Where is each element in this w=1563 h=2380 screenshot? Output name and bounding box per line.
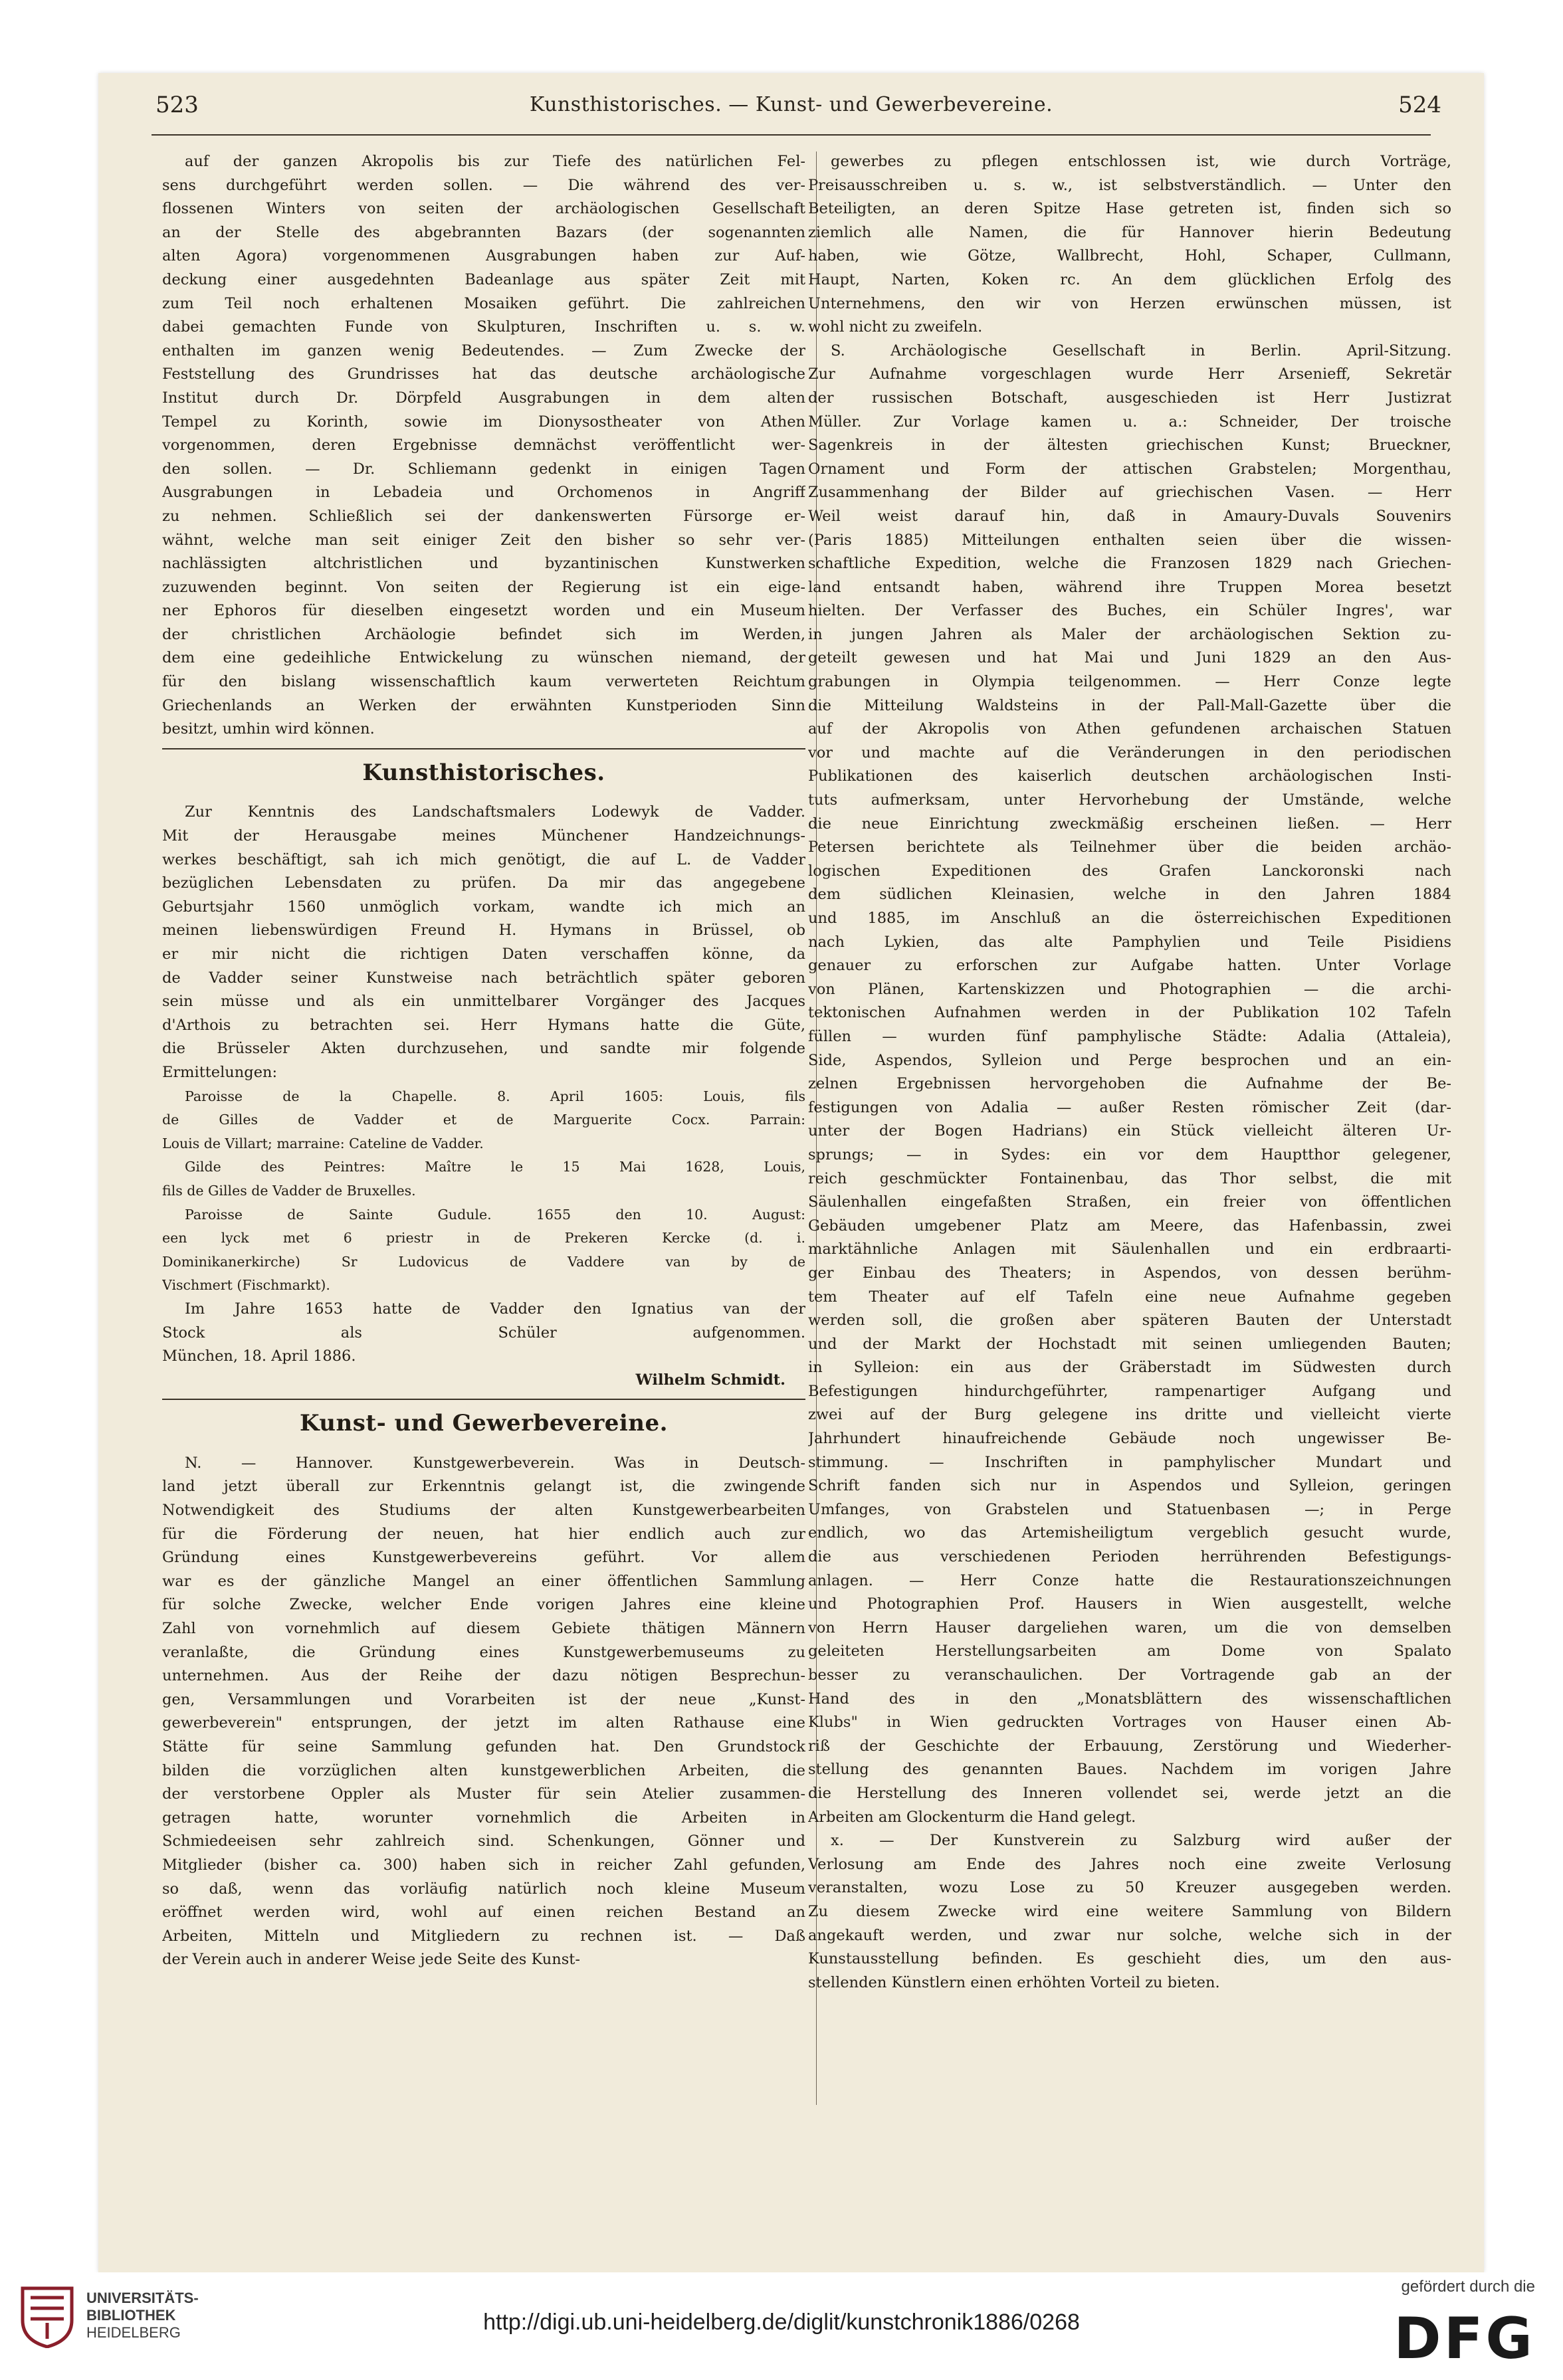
text-line: Zusammenhang der Bilder auf griechischen Vasen. — Herr	[808, 484, 1451, 502]
text-line: stimmung. — Inschriften in pamphylischer Mundart und	[808, 1453, 1451, 1471]
text-line: Side, Aspendos, Sylleion und Perge besprochen und an ein-	[808, 1051, 1451, 1069]
text-line: ziemlich alle Namen, die für Hannover hierin Bedeutung	[808, 223, 1451, 241]
text-line: auf der ganzen Akropolis bis zur Tiefe des natürlichen Fel-	[185, 153, 805, 170]
text-line: zum Teil noch erhaltenen Mosaiken geführt. Die zahlreichen	[162, 294, 805, 312]
page-number-right: 524	[1398, 92, 1441, 118]
right-column	[808, 150, 1451, 2130]
text-line: hielten. Der Verfasser des Buches, ein Schüler Ingres', war	[808, 602, 1451, 620]
text-line: von Herrn Hauser dargeliehen waren, um die von demselben	[808, 1619, 1451, 1636]
text-line: de Vadder seiner Kunstweise nach beträchtlich später geboren	[162, 969, 805, 987]
text-line: Schmiedeeisen sehr zahlreich sind. Schenkungen, Gönner und	[162, 1833, 805, 1850]
text-line: Müller. Zur Vorlage kamen u. a.: Schneider, Der troische	[808, 413, 1451, 431]
text-line: Klubs" in Wien gedruckten Vortrages von Hauser einen Ab-	[808, 1714, 1451, 1732]
text-line: eröffnet werden wird, wohl auf einen reichen Bestand an	[162, 1904, 805, 1922]
text-line: füllen — wurden fünf pamphylische Städte: Adalia (Attaleia),	[808, 1027, 1451, 1045]
text-line: anlagen. — Herr Conze hatte die Restaurationszeichnungen	[808, 1571, 1451, 1589]
text-line: dem eine gedeihliche Entwickelung zu wünschen niemand, der	[162, 649, 805, 667]
vadder-closing	[162, 1298, 805, 1369]
text-line: tektonischen Aufnahmen werden in der Publikation 102 Tafeln	[808, 1004, 1451, 1022]
section-rule	[162, 748, 805, 749]
text-line: Weil weist darauf hin, daß in Amaury-Duvals Souvenirs	[808, 507, 1451, 525]
text-line: Arbeiten am Glockenturm die Hand gelegt.	[808, 1808, 1136, 1826]
text-line: genauer zu erforschen zur Aufgabe hatten. Unter Vorlage	[808, 957, 1451, 975]
text-line: Verlosung am Ende des Jahres noch eine zweite Verlosung	[808, 1855, 1451, 1873]
text-line: endlich, wo das Artemisheiligtum vergeblich gesucht wurde,	[808, 1524, 1451, 1542]
text-line: er mir nicht die richtigen Daten verschaffen könne, da	[162, 945, 805, 963]
dfg-sponsor[interactable]	[1336, 2278, 1535, 2377]
text-line: besitzt, umhin wird können.	[162, 720, 375, 738]
text-line: von Plänen, Kartenskizzen und Photographien — die archi-	[808, 980, 1451, 998]
text-line: Zur Aufnahme vorgeschlagen wurde Herr Arsenieff, Sekretär	[808, 365, 1451, 383]
text-line: schaftliche Expedition, welche die Franzosen 1829 nach Griechen-	[808, 555, 1451, 573]
dfg-logo: DFG	[1394, 2306, 1535, 2372]
text-line: Umfanges, von Grabstelen und Statuenbasen —; in Perge	[808, 1500, 1451, 1518]
text-line: veranlaßte, die Gründung eines Kunstgewerbemuseums zu	[162, 1643, 805, 1661]
text-line: gewerbeverein" entsprungen, der jetzt im alten Rathause eine	[162, 1714, 805, 1732]
text-line: (Paris 1885) Mitteilungen enthalten seien über die wissen-	[808, 531, 1451, 549]
text-line: die Brüsseler Akten durchzusehen, und sandte mir folgende	[162, 1040, 805, 1058]
intro-paragraph	[162, 150, 805, 742]
text-line: den sollen. — Dr. Schliemann gedenkt in einigen Tagen	[162, 460, 805, 478]
text-line: die neue Einrichtung zweckmäßig erscheinen ließen. — Herr	[808, 815, 1451, 833]
text-line: Stock als Schüler aufgenommen.	[162, 1324, 805, 1341]
text-line: wohl nicht zu zweifeln.	[808, 318, 983, 336]
text-line: een lyck met 6 priestr in de Prekeren Kercke (d. i.	[162, 1230, 805, 1246]
text-line: so daß, wenn das vorläufig natürlich noch kleine Museum	[162, 1880, 805, 1898]
text-line: festigungen von Adalia — außer Resten römischer Zeit (dar-	[808, 1098, 1451, 1116]
text-line: logischen Expeditionen des Grafen Lanckoronski nach	[808, 862, 1451, 880]
text-line: flossenen Winters von seiten der archäologischen Gesellschaft	[162, 200, 805, 218]
text-line: und 1885, im Anschluß an die österreichischen Expeditionen	[808, 910, 1451, 927]
text-line: Publikationen des kaiserlich deutschen archäologischen Insti-	[808, 767, 1451, 785]
text-line: die Mitteilung Waldsteins in der Pall-Mall-Gazette über die	[808, 696, 1451, 714]
uni-name-line: BIBLIOTHEK	[86, 2307, 176, 2324]
text-line: Säulenhallen eingefaßten Straßen, ein freier von öffentlichen	[808, 1193, 1451, 1211]
text-line: alten Agora) vorgenommenen Ausgrabungen haben zur Auf-	[162, 247, 805, 265]
text-line: Petersen berichtete als Teilnehmer über die beiden archäo-	[808, 839, 1451, 856]
text-line: Louis de Villart; marraine: Cateline de Vadder.	[162, 1135, 484, 1151]
text-line: wähnt, welche man seit einiger Zeit den bisher so sehr ver-	[162, 531, 805, 549]
text-line: und Photographien Prof. Hausers in Wien ausgestellt, welche	[808, 1595, 1451, 1613]
text-line: angekauft werden, und zwar nur solche, welche sich in der	[808, 1926, 1451, 1944]
text-line: dem südlichen Kleinasien, welche in den Jahren 1884	[808, 886, 1451, 904]
text-line: Vischmert (Fischmarkt).	[162, 1277, 330, 1294]
text-line: Gründung eines Kunstgewerbevereins geführt. Vor allem	[162, 1549, 805, 1567]
text-line: bezüglichen Lebensdaten zu prüfen. Da mir das angegebene	[162, 874, 805, 892]
text-line: Ausgrabungen in Lebadeia und Orchomenos in Angriff	[162, 484, 805, 502]
text-line: sprungs; — in Sydes: ein vor dem Hauptthor gelegener,	[808, 1145, 1451, 1163]
text-line: dabei gemachten Funde von Skulpturen, Inschriften u. s. w.	[162, 318, 805, 336]
text-line: werkes beschäftigt, sah ich mich genötigt, die auf L. de Vadder	[162, 850, 805, 868]
text-line: Zur Kenntnis des Landschaftsmalers Lodewyk de Vadder.	[185, 803, 805, 821]
text-line: Mit der Herausgabe meines Münchener Handzeichnungs-	[162, 827, 805, 845]
text-line: der verstorbene Oppler als Muster für sein Atelier zusammen-	[162, 1785, 805, 1803]
text-line: d'Arthois zu betrachten sei. Herr Hymans hatte die Güte,	[162, 1016, 805, 1034]
text-line: grabungen in Olympia teilgenommen. — Herr Conze legte	[808, 673, 1451, 691]
text-line: und der Markt der Hochstadt mit seinen umliegenden Bauten;	[808, 1335, 1451, 1353]
berlin-article	[808, 340, 1451, 1829]
text-line: an der Stelle des abgebrannten Bazars (der sogenannten	[162, 223, 805, 241]
text-line: Geburtsjahr 1560 unmöglich vorkam, wandte ich mich an	[162, 898, 805, 916]
text-line: die aus verschiedenen Perioden herrührenden Befestigungs-	[808, 1548, 1451, 1566]
text-line: der christlichen Archäologie befindet sich im Werden,	[162, 625, 805, 643]
text-line: ger Einbau des Theaters; in Aspendos, von dessen berühm-	[808, 1264, 1451, 1282]
text-line: enthalten im ganzen wenig Bedeutendes. — Zum Zwecke der	[162, 342, 805, 359]
uni-name-line: UNIVERSITÄTS-	[86, 2290, 199, 2306]
text-line: für den bislang wissenschaftlich kaum verwerteten Reichtum	[162, 673, 805, 691]
text-line: Ermittelungen:	[162, 1063, 278, 1081]
text-line: getragen hatte, worunter vornehmlich die Arbeiten in	[162, 1809, 805, 1827]
text-line: S. Archäologische Gesellschaft in Berlin. April-Sitzung.	[831, 342, 1451, 359]
text-line: Stätte für seine Sammlung gefunden hat. Den Grundstock	[162, 1738, 805, 1755]
text-line: vor und machte auf die Veränderungen in den periodischen	[808, 744, 1451, 761]
text-line: gewerbes zu pflegen entschlossen ist, wie durch Vorträge,	[831, 153, 1451, 170]
text-line: land jetzt überall zur Erkenntnis gelangt ist, die zwingende	[162, 1478, 805, 1496]
text-line: der Verein auch in anderer Weise jede Seite des Kunst-	[162, 1951, 580, 1969]
left-column	[162, 150, 805, 2130]
section-title-vereine: Kunst- und Gewerbevereine.	[299, 1410, 668, 1437]
text-line: tuts aufmerksam, unter Hervorhebung der Umstände, welche	[808, 791, 1451, 809]
text-line: nach Lykien, das alte Pamphylien und Teile Pisidiens	[808, 933, 1451, 951]
page-header	[98, 73, 1484, 153]
text-line: haben, wie Götze, Wallbrecht, Hohl, Schaper, Cullmann,	[808, 247, 1451, 265]
text-line: in jungen Jahren als Maler der archäologischen Sektion zu-	[808, 625, 1451, 643]
header-rule	[152, 134, 1431, 136]
text-line: Schrift fanden sich nur in Aspendos und Sylleion, geringen	[808, 1477, 1451, 1495]
quote-gudule	[162, 1203, 805, 1298]
scanned-page	[98, 73, 1484, 2272]
text-line: Feststellung des Grundrisses hat das deutsche archäologische	[162, 365, 805, 383]
text-line: für die Förderung der neuen, hat hier endlich auch zur	[162, 1525, 805, 1543]
text-line: gen, Versammlungen und Vorarbeiten ist der neue „Kunst-	[162, 1690, 805, 1708]
text-line: nachlässigten altchristlichen und byzantinischen Kunstwerken	[162, 555, 805, 573]
text-line: geleiteten Herstellungsarbeiten am Dome von Spalato	[808, 1642, 1451, 1660]
text-line: Kunstausstellung befinden. Es geschieht dies, um den aus-	[808, 1950, 1451, 1968]
text-line: Ornament und Form der attischen Grabstelen; Morgenthau,	[808, 460, 1451, 478]
text-line: besser zu veranschaulichen. Der Vortragende gab an der	[808, 1666, 1451, 1684]
text-line: Gebäuden umgebener Platz am Meere, das Hafenbassin, zwei	[808, 1217, 1451, 1235]
permalink-url[interactable]: http://digi.ub.uni-heidelberg.de/diglit/kunstchronik1886/0268	[483, 2310, 1080, 2335]
text-line: tem Theater auf elf Tafeln eine neue Aufnahme gegeben	[808, 1288, 1451, 1306]
text-line: Institut durch Dr. Dörpfeld Ausgrabungen in dem alten	[162, 389, 805, 407]
text-line: zwei auf der Burg gelegene ins dritte und vielleicht vierte	[808, 1406, 1451, 1424]
text-line: stellenden Künstlern einen erhöhten Vorteil zu bieten.	[808, 1973, 1220, 1991]
signature: Wilhelm Schmidt.	[635, 1371, 785, 1389]
text-line: unter der Bogen Hadrians) ein Stück vielleicht älteren Ur-	[808, 1122, 1451, 1140]
text-line: der russischen Botschaft, ausgeschieden ist Herr Justizrat	[808, 389, 1451, 407]
text-line: Mitglieder (bisher ca. 300) haben sich in reicher Zahl gefunden,	[162, 1856, 805, 1874]
sponsor-caption: gefördert durch die	[1401, 2278, 1535, 2296]
text-line: stellung des genannten Baues. Nachdem im vorigen Jahre	[808, 1761, 1451, 1779]
text-line: für solche Zwecke, welcher Ende vorigen Jahres eine kleine	[162, 1596, 805, 1614]
text-line: in Sylleion: ein aus der Gräberstadt im Südwesten durch	[808, 1359, 1451, 1377]
text-line: Zahl von vornehmlich auf diesem Gebiete thätigen Männern	[162, 1620, 805, 1638]
quote-gilde	[162, 1155, 805, 1203]
text-line: fils de Gilles de Vadder de Bruxelles.	[162, 1182, 416, 1199]
text-line: Beteiligten, an deren Spitze Hase getreten ist, finden sich so	[808, 200, 1451, 218]
page-number-left: 523	[156, 92, 199, 118]
text-line: Hand des in den „Monatsblättern des wissenschaftlichen	[808, 1690, 1451, 1708]
hannover-continuation	[808, 150, 1451, 340]
text-line: Dominikanerkirche) Sr Ludovicus de Vaddere van by de	[162, 1253, 805, 1270]
text-line: zuzuwenden beginnt. Von seiten der Regierung ist ein eige-	[162, 578, 805, 596]
text-line: auf der Akropolis von Athen gefundenen archaischen Statuen	[808, 720, 1451, 738]
text-line: veranstalten, wozu Lose zu 50 Kreuzer ausgegeben werden.	[808, 1879, 1451, 1897]
text-line: zelnen Ergebnissen hervorgehoben die Aufnahme der Be-	[808, 1075, 1451, 1093]
text-line: geteilt gewesen und hat Mai und Juni 1829 an den Aus-	[808, 649, 1451, 667]
text-line: vorgenommen, deren Ergebnisse demnächst veröffentlicht wer-	[162, 437, 805, 454]
text-line: zu nehmen. Schließlich sei der dankenswerten Fürsorge er-	[162, 507, 805, 525]
text-line: München, 18. April 1886.	[162, 1347, 356, 1365]
text-line: unternehmen. Aus der Reihe der dazu nötigen Besprechun-	[162, 1667, 805, 1685]
text-line: Im Jahre 1653 hatte de Vadder den Ignatius van der	[185, 1300, 805, 1318]
section-title-kunsthistorisches: Kunsthistorisches.	[362, 759, 605, 786]
text-line: N. — Hannover. Kunstgewerbeverein. Was in Deutsch-	[185, 1454, 805, 1472]
text-line: bilden die vorzüglichen alten kunstgewerblichen Arbeiten, die	[162, 1761, 805, 1779]
text-line: Sagenkreis in der ältesten griechischen Kunst; Brueckner,	[808, 437, 1451, 454]
running-title: Kunsthistorisches. — Kunst- und Gewerbevereine.	[529, 93, 1053, 116]
text-line: marktähnliche Anlagen mit Säulenhallen und ein erdbraarti-	[808, 1240, 1451, 1258]
text-line: Paroisse de la Chapelle. 8. April 1605: Louis, fils	[185, 1088, 805, 1104]
text-line: Arbeiten, Mitteln und Mitgliedern zu rechnen ist. — Daß	[162, 1927, 805, 1945]
text-line: sens durchgeführt werden sollen. — Die während des ver-	[162, 176, 805, 194]
text-line: Paroisse de Sainte Gudule. 1655 den 10. August:	[185, 1206, 805, 1223]
vadder-article	[162, 801, 805, 1084]
text-line: Unternehmens, den wir von Herzen erwünschen müssen, ist	[808, 294, 1451, 312]
text-line: ner Ephoros für dieselben eingesetzt worden und ein Museum	[162, 602, 805, 620]
hannover-article	[162, 1452, 805, 1972]
footer-bar	[0, 2272, 1563, 2380]
text-line: x. — Der Kunstverein zu Salzburg wird außer der	[831, 1832, 1451, 1850]
text-line: meinen liebenswürdigen Freund H. Hymans in Brüssel, ob	[162, 922, 805, 940]
text-line: Haupt, Narten, Koken rc. An dem glücklichen Erfolg des	[808, 270, 1451, 288]
salzburg-article	[808, 1829, 1451, 1995]
text-line: land entsandt haben, während ihre Truppen Morea besetzt	[808, 578, 1451, 596]
text-line: Tempel zu Korinth, sowie im Dionysostheater von Athen	[162, 413, 805, 431]
text-line: Befestigungen hindurchgeführter, rampenartiger Aufgang und	[808, 1382, 1451, 1400]
text-line: deckung einer ausgedehnten Badeanlage aus später Zeit mit	[162, 270, 805, 288]
text-line: riß der Geschichte der Erbauung, Zerstörung und Wiederher-	[808, 1737, 1451, 1755]
text-line: die Herstellung des Inneren vollendet sei, werde jetzt an die	[808, 1784, 1451, 1802]
text-line: Preisausschreiben u. s. w., ist selbstverständlich. — Unter den	[808, 176, 1451, 194]
quote-chapelle	[162, 1085, 805, 1156]
text-line: reich geschmückter Fontainenbau, das Thor selbst, die mit	[808, 1169, 1451, 1187]
text-line: de Gilles de Vadder et de Marguerite Cocx. Parrain:	[162, 1112, 805, 1128]
text-line: Gilde des Peintres: Maître le 15 Mai 1628, Louis,	[185, 1159, 805, 1175]
text-line: Zu diesem Zwecke wird eine weitere Sammlung von Bildern	[808, 1902, 1451, 1920]
text-line: Notwendigkeit des Studiums der alten Kunstgewerbearbeiten	[162, 1502, 805, 1520]
text-line: Jahrhundert hinaufreichende Gebäude noch ungewisser Be-	[808, 1430, 1451, 1448]
text-line: werden soll, die großen aber späteren Bauten der Unterstadt	[808, 1312, 1451, 1330]
text-line: war es der gänzliche Mangel an einer öffentlichen Sammlung	[162, 1572, 805, 1590]
uni-name-line: HEIDELBERG	[86, 2324, 181, 2341]
text-line: Griechenlands an Werken der erwähnten Kunstperioden Sinn	[162, 696, 805, 714]
section-rule	[162, 1399, 805, 1400]
text-line: sein müsse und als ein unmittelbarer Vorgänger des Jacques	[162, 993, 805, 1011]
